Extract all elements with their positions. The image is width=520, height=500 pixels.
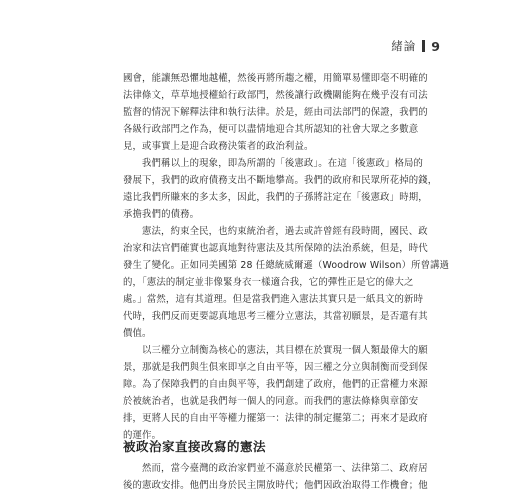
- text-line: 監督的情況下解釋法律和執行法律。於是，經由司法部門的保證，我們的: [123, 107, 428, 118]
- text-line: 憲法，約束全民，也約束統治者，過去或許曾經有段時間，國民、政: [142, 226, 428, 237]
- paragraph-3: [123, 223, 450, 342]
- section-paragraph-1: [123, 460, 428, 494]
- text-line: 的，「憲法的制定並非像緊身衣一樣適合我，它的彈性正是它的偉大之: [123, 277, 414, 288]
- text-line: 發生了變化。正如同美國第 28 任總統威爾遜（Woodrow Wilson）所曾講過: [123, 260, 450, 271]
- text-line: 障。為了保障我們的自由與平等，我們創建了政府，他們的正當權力來源: [123, 379, 428, 390]
- text-line: 後的憲政安排。他們出身於民主開放時代；他們因政治取得工作機會；他: [123, 480, 428, 491]
- section-body-text: [123, 460, 428, 494]
- section-heading: 被政治家直接改寫的憲法: [123, 439, 267, 454]
- text-line: 代時，我們反而更要認真地思考三權分立憲法，其當初願景，是否還有其: [123, 311, 428, 322]
- header-divider-bar: [422, 40, 425, 52]
- text-line: 各級行政部門之作為，便可以盡情地迎合其所認知的社會大眾之多數意: [123, 124, 419, 135]
- paragraph-1: [123, 70, 428, 155]
- text-line: 於被統治者，也就是我們每一個人的同意。而我們的憲法條條與章節安: [123, 396, 419, 407]
- chapter-title: 緒論: [391, 39, 417, 53]
- text-line: 的運作。: [123, 430, 162, 441]
- text-line: 見，或事實上是迎合政務決策者的政治利益。: [123, 141, 314, 152]
- paragraph-2: [123, 155, 438, 223]
- text-line: 發展下，我們的政府債務支出不斷地攀高。我們的政府和民眾所花掉的錢，: [123, 175, 438, 186]
- text-line: 法律條文，草草地授權給行政部門，然後讓行政機關能夠在幾乎沒有司法: [123, 90, 428, 101]
- body-text: [123, 70, 450, 444]
- page-number: 9: [431, 38, 440, 54]
- text-line: 景，那就是我們與生俱來即享之自由平等，因三權之分立與制衡而受到保: [123, 362, 428, 373]
- text-line: 我們稱以上的現象，即為所謂的「後憲政」。在這「後憲政」格局的: [142, 158, 424, 169]
- paragraph-4: [123, 342, 428, 444]
- text-line: 遠比我們所賺來的多太多，因此，我們的子孫將註定在「後憲政」時期，: [123, 192, 428, 203]
- text-line: 以三權分立制衡為核心的憲法，其目標在於實現一個人類最偉大的願: [142, 345, 428, 356]
- text-line: 價值。: [123, 328, 152, 339]
- text-line: 承擔我們的債務。: [123, 209, 200, 220]
- text-line: 處。」當然，這有其道理。但是當我們進入憲法其實只是一紙具文的新時: [123, 294, 424, 305]
- text-line: 然而，當今臺灣的政治家們並不滿意於民權第一、法律第二、政府居: [142, 463, 428, 474]
- text-line: 排，更將人民的自由平等權力擺第一：法律的制定擺第二；再來才是政府: [123, 413, 428, 424]
- text-line: 治家和法官們確實也認真地對待憲法及其所保障的法治系統，但是，時代: [123, 243, 428, 254]
- running-head: [391, 38, 440, 54]
- text-line: 國會，能讓無恐懼地越權，然後再將所趨之權，用簡單易懂即毫不明確的: [123, 73, 428, 84]
